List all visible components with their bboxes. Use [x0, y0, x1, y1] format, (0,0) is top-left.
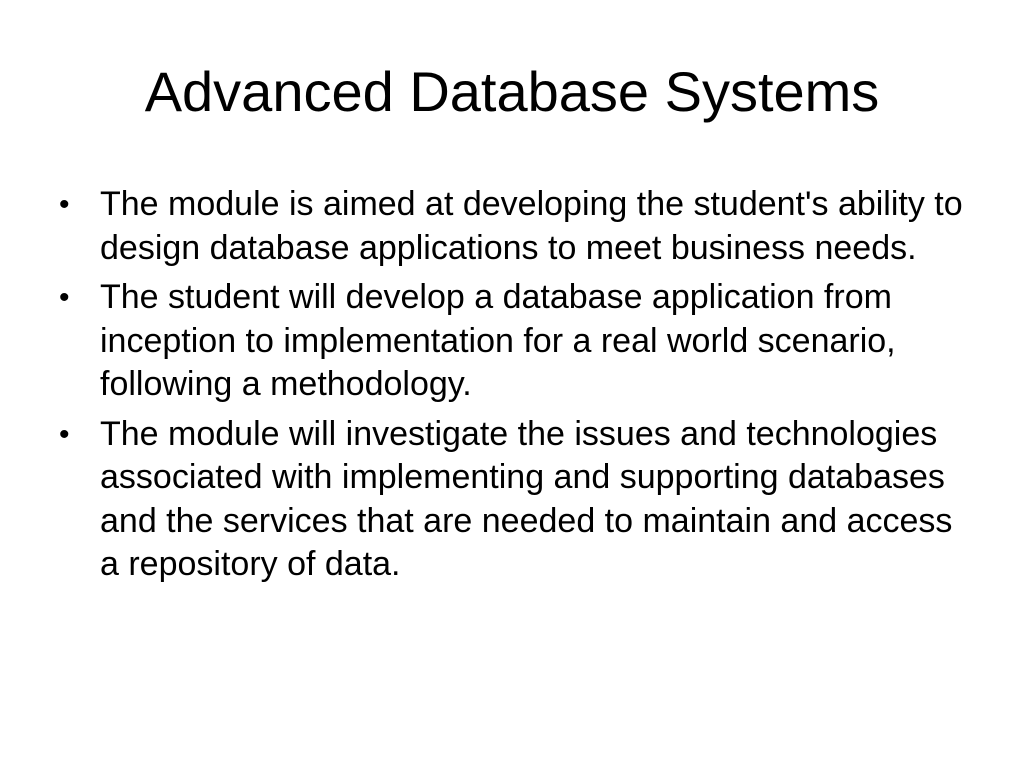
bullet-item-1 — [56, 183, 976, 270]
bullet-text: The student will develop a database application from inception to implementation for a real world scenario, following a methodology. — [100, 278, 896, 403]
bullet-icon: • — [59, 417, 70, 451]
bullet-text: The module is aimed at developing the student's ability to design database applications to meet business needs. — [100, 185, 963, 267]
bullet-list — [56, 183, 976, 593]
bullet-item-3 — [56, 413, 976, 587]
bullet-icon: • — [59, 281, 70, 314]
bullet-text: The module will investigate the issues and technologies associated with implementing and supporting databases and the services that are needed to maintain and access a repository of data. — [100, 414, 953, 583]
bullet-item-2 — [56, 276, 976, 407]
slide-title: Advanced Database Systems — [144, 60, 880, 123]
bullet-icon: • — [59, 188, 70, 221]
